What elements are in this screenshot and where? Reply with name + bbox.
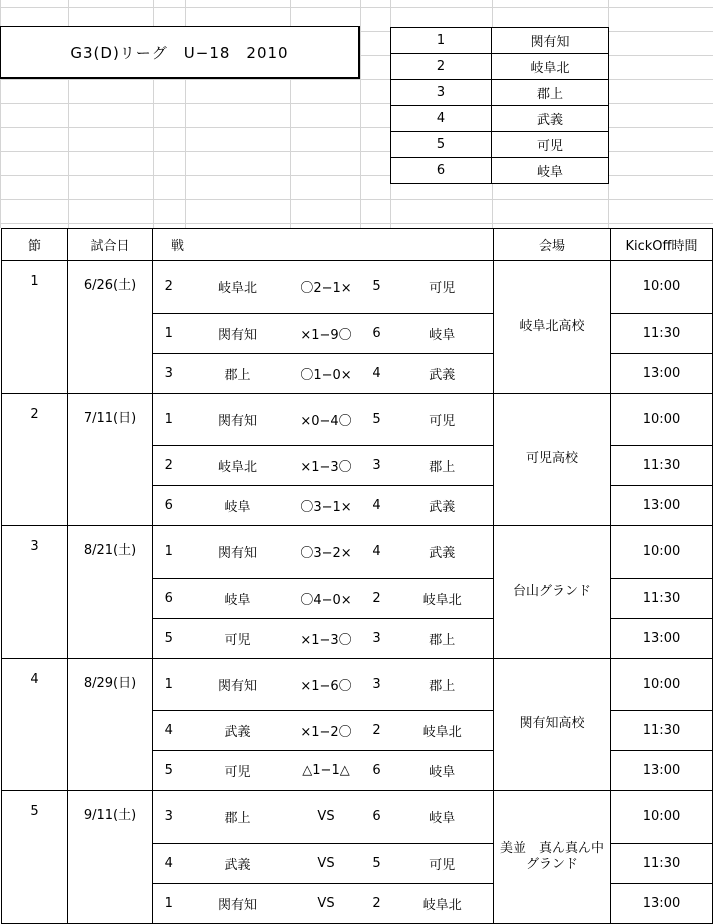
sheet-title: G3(D)リーグ U−18 2010 — [0, 26, 360, 79]
match-result: 〇2−1× — [291, 261, 362, 314]
team-number: 4 — [391, 106, 492, 132]
home-team-number: 5 — [153, 751, 185, 791]
away-team-number: 2 — [362, 578, 392, 618]
home-team-number: 1 — [153, 883, 185, 923]
round-number — [2, 313, 68, 353]
team-name: 武義 — [492, 106, 609, 132]
kickoff-time: 13:00 — [611, 486, 713, 526]
away-team: 岐阜北 — [392, 578, 494, 618]
away-team-number: 4 — [362, 486, 392, 526]
kickoff-time: 10:00 — [611, 393, 713, 446]
match-result: VS — [291, 791, 362, 844]
round-number — [2, 843, 68, 883]
venue: 美並 真ん真ん中グランド — [494, 791, 611, 924]
match-date — [68, 486, 153, 526]
away-team: 武義 — [392, 486, 494, 526]
away-team-number: 5 — [362, 843, 392, 883]
match-date — [68, 578, 153, 618]
team-row — [391, 106, 609, 132]
home-team: 岐阜 — [185, 486, 291, 526]
kickoff-time: 11:30 — [611, 578, 713, 618]
kickoff-time: 10:00 — [611, 658, 713, 711]
away-team-number: 2 — [362, 883, 392, 923]
team-name: 可児 — [492, 132, 609, 158]
kickoff-time: 11:30 — [611, 446, 713, 486]
home-team: 関有知 — [185, 883, 291, 923]
kickoff-time: 10:00 — [611, 261, 713, 314]
match-result: △1−1△ — [291, 751, 362, 791]
round-number — [2, 353, 68, 393]
away-team-number: 4 — [362, 353, 392, 393]
match-date — [68, 618, 153, 658]
away-team: 郡上 — [392, 618, 494, 658]
team-row — [391, 80, 609, 106]
away-team-number: 2 — [362, 711, 392, 751]
kickoff-time: 13:00 — [611, 618, 713, 658]
round-number — [2, 618, 68, 658]
schedule-header-row — [2, 229, 713, 261]
match-result: 〇3−2× — [291, 526, 362, 579]
away-team-number: 4 — [362, 526, 392, 579]
home-team: 可児 — [185, 618, 291, 658]
match-date: 8/21(土) — [68, 526, 153, 579]
kickoff-time: 11:30 — [611, 711, 713, 751]
home-team: 関有知 — [185, 526, 291, 579]
team-name: 関有知 — [492, 28, 609, 54]
home-team-number: 2 — [153, 261, 185, 314]
venue: 台山グランド — [494, 526, 611, 659]
team-list-table — [390, 27, 609, 184]
home-team: 岐阜北 — [185, 446, 291, 486]
match-row — [2, 658, 713, 711]
team-name: 岐阜 — [492, 158, 609, 184]
home-team-number: 5 — [153, 618, 185, 658]
home-team: 関有知 — [185, 313, 291, 353]
team-name: 郡上 — [492, 80, 609, 106]
match-date — [68, 446, 153, 486]
home-team-number: 4 — [153, 711, 185, 751]
home-team: 郡上 — [185, 791, 291, 844]
header-date: 試合日 — [68, 229, 153, 261]
kickoff-time: 13:00 — [611, 883, 713, 923]
team-row — [391, 158, 609, 184]
match-date — [68, 751, 153, 791]
match-date: 9/11(土) — [68, 791, 153, 844]
away-team-number: 6 — [362, 751, 392, 791]
away-team-number: 5 — [362, 261, 392, 314]
match-row — [2, 526, 713, 579]
away-team: 岐阜北 — [392, 711, 494, 751]
away-team-number: 5 — [362, 393, 392, 446]
home-team: 関有知 — [185, 658, 291, 711]
match-result: 〇1−0× — [291, 353, 362, 393]
away-team-number: 3 — [362, 618, 392, 658]
match-result: ×1−9〇 — [291, 313, 362, 353]
home-team: 武義 — [185, 843, 291, 883]
match-row — [2, 261, 713, 314]
header-round: 節 — [2, 229, 68, 261]
match-date: 7/11(日) — [68, 393, 153, 446]
team-number: 3 — [391, 80, 492, 106]
team-number: 2 — [391, 54, 492, 80]
kickoff-time: 11:30 — [611, 313, 713, 353]
match-result: VS — [291, 843, 362, 883]
home-team-number: 2 — [153, 446, 185, 486]
match-date — [68, 313, 153, 353]
match-result: ×1−2〇 — [291, 711, 362, 751]
away-team-number: 3 — [362, 658, 392, 711]
match-result: ×1−6〇 — [291, 658, 362, 711]
schedule-table — [1, 228, 713, 924]
home-team: 武義 — [185, 711, 291, 751]
match-row — [2, 791, 713, 844]
away-team-number: 6 — [362, 313, 392, 353]
home-team-number: 1 — [153, 313, 185, 353]
home-team-number: 4 — [153, 843, 185, 883]
home-team-number: 6 — [153, 578, 185, 618]
round-number: 4 — [2, 658, 68, 711]
team-row — [391, 54, 609, 80]
match-row — [2, 393, 713, 446]
away-team: 郡上 — [392, 446, 494, 486]
home-team: 関有知 — [185, 393, 291, 446]
home-team: 岐阜北 — [185, 261, 291, 314]
match-result: ×1−3〇 — [291, 446, 362, 486]
round-number — [2, 883, 68, 923]
match-result: 〇3−1× — [291, 486, 362, 526]
away-team: 岐阜 — [392, 751, 494, 791]
venue: 岐阜北高校 — [494, 261, 611, 394]
away-team: 岐阜北 — [392, 883, 494, 923]
match-date: 6/26(土) — [68, 261, 153, 314]
home-team: 岐阜 — [185, 578, 291, 618]
round-number: 5 — [2, 791, 68, 844]
match-date — [68, 883, 153, 923]
away-team-number: 3 — [362, 446, 392, 486]
kickoff-time: 10:00 — [611, 526, 713, 579]
away-team: 可児 — [392, 843, 494, 883]
round-number: 2 — [2, 393, 68, 446]
team-number: 6 — [391, 158, 492, 184]
round-number — [2, 578, 68, 618]
team-number: 5 — [391, 132, 492, 158]
match-date — [68, 711, 153, 751]
team-number: 1 — [391, 28, 492, 54]
away-team-number: 6 — [362, 791, 392, 844]
kickoff-time: 13:00 — [611, 751, 713, 791]
home-team: 可児 — [185, 751, 291, 791]
match-date — [68, 353, 153, 393]
round-number: 3 — [2, 526, 68, 579]
match-result: ×1−3〇 — [291, 618, 362, 658]
away-team: 岐阜 — [392, 313, 494, 353]
home-team-number: 1 — [153, 393, 185, 446]
header-kickoff: KickOff時間 — [611, 229, 713, 261]
home-team-number: 6 — [153, 486, 185, 526]
team-row — [391, 28, 609, 54]
match-result: 〇4−0× — [291, 578, 362, 618]
header-match: 戦 — [153, 229, 494, 261]
kickoff-time: 11:30 — [611, 843, 713, 883]
match-result: ×0−4〇 — [291, 393, 362, 446]
round-number — [2, 446, 68, 486]
home-team-number: 1 — [153, 526, 185, 579]
header-venue: 会場 — [494, 229, 611, 261]
home-team-number: 3 — [153, 353, 185, 393]
venue: 関有知高校 — [494, 658, 611, 791]
team-name: 岐阜北 — [492, 54, 609, 80]
away-team: 岐阜 — [392, 791, 494, 844]
team-row — [391, 132, 609, 158]
venue: 可児高校 — [494, 393, 611, 526]
match-result: VS — [291, 883, 362, 923]
away-team: 武義 — [392, 353, 494, 393]
round-number — [2, 711, 68, 751]
home-team-number: 3 — [153, 791, 185, 844]
round-number — [2, 751, 68, 791]
match-date: 8/29(日) — [68, 658, 153, 711]
away-team: 可児 — [392, 261, 494, 314]
round-number: 1 — [2, 261, 68, 314]
kickoff-time: 13:00 — [611, 353, 713, 393]
away-team: 可児 — [392, 393, 494, 446]
home-team-number: 1 — [153, 658, 185, 711]
home-team: 郡上 — [185, 353, 291, 393]
away-team: 郡上 — [392, 658, 494, 711]
away-team: 武義 — [392, 526, 494, 579]
match-date — [68, 843, 153, 883]
kickoff-time: 10:00 — [611, 791, 713, 844]
round-number — [2, 486, 68, 526]
